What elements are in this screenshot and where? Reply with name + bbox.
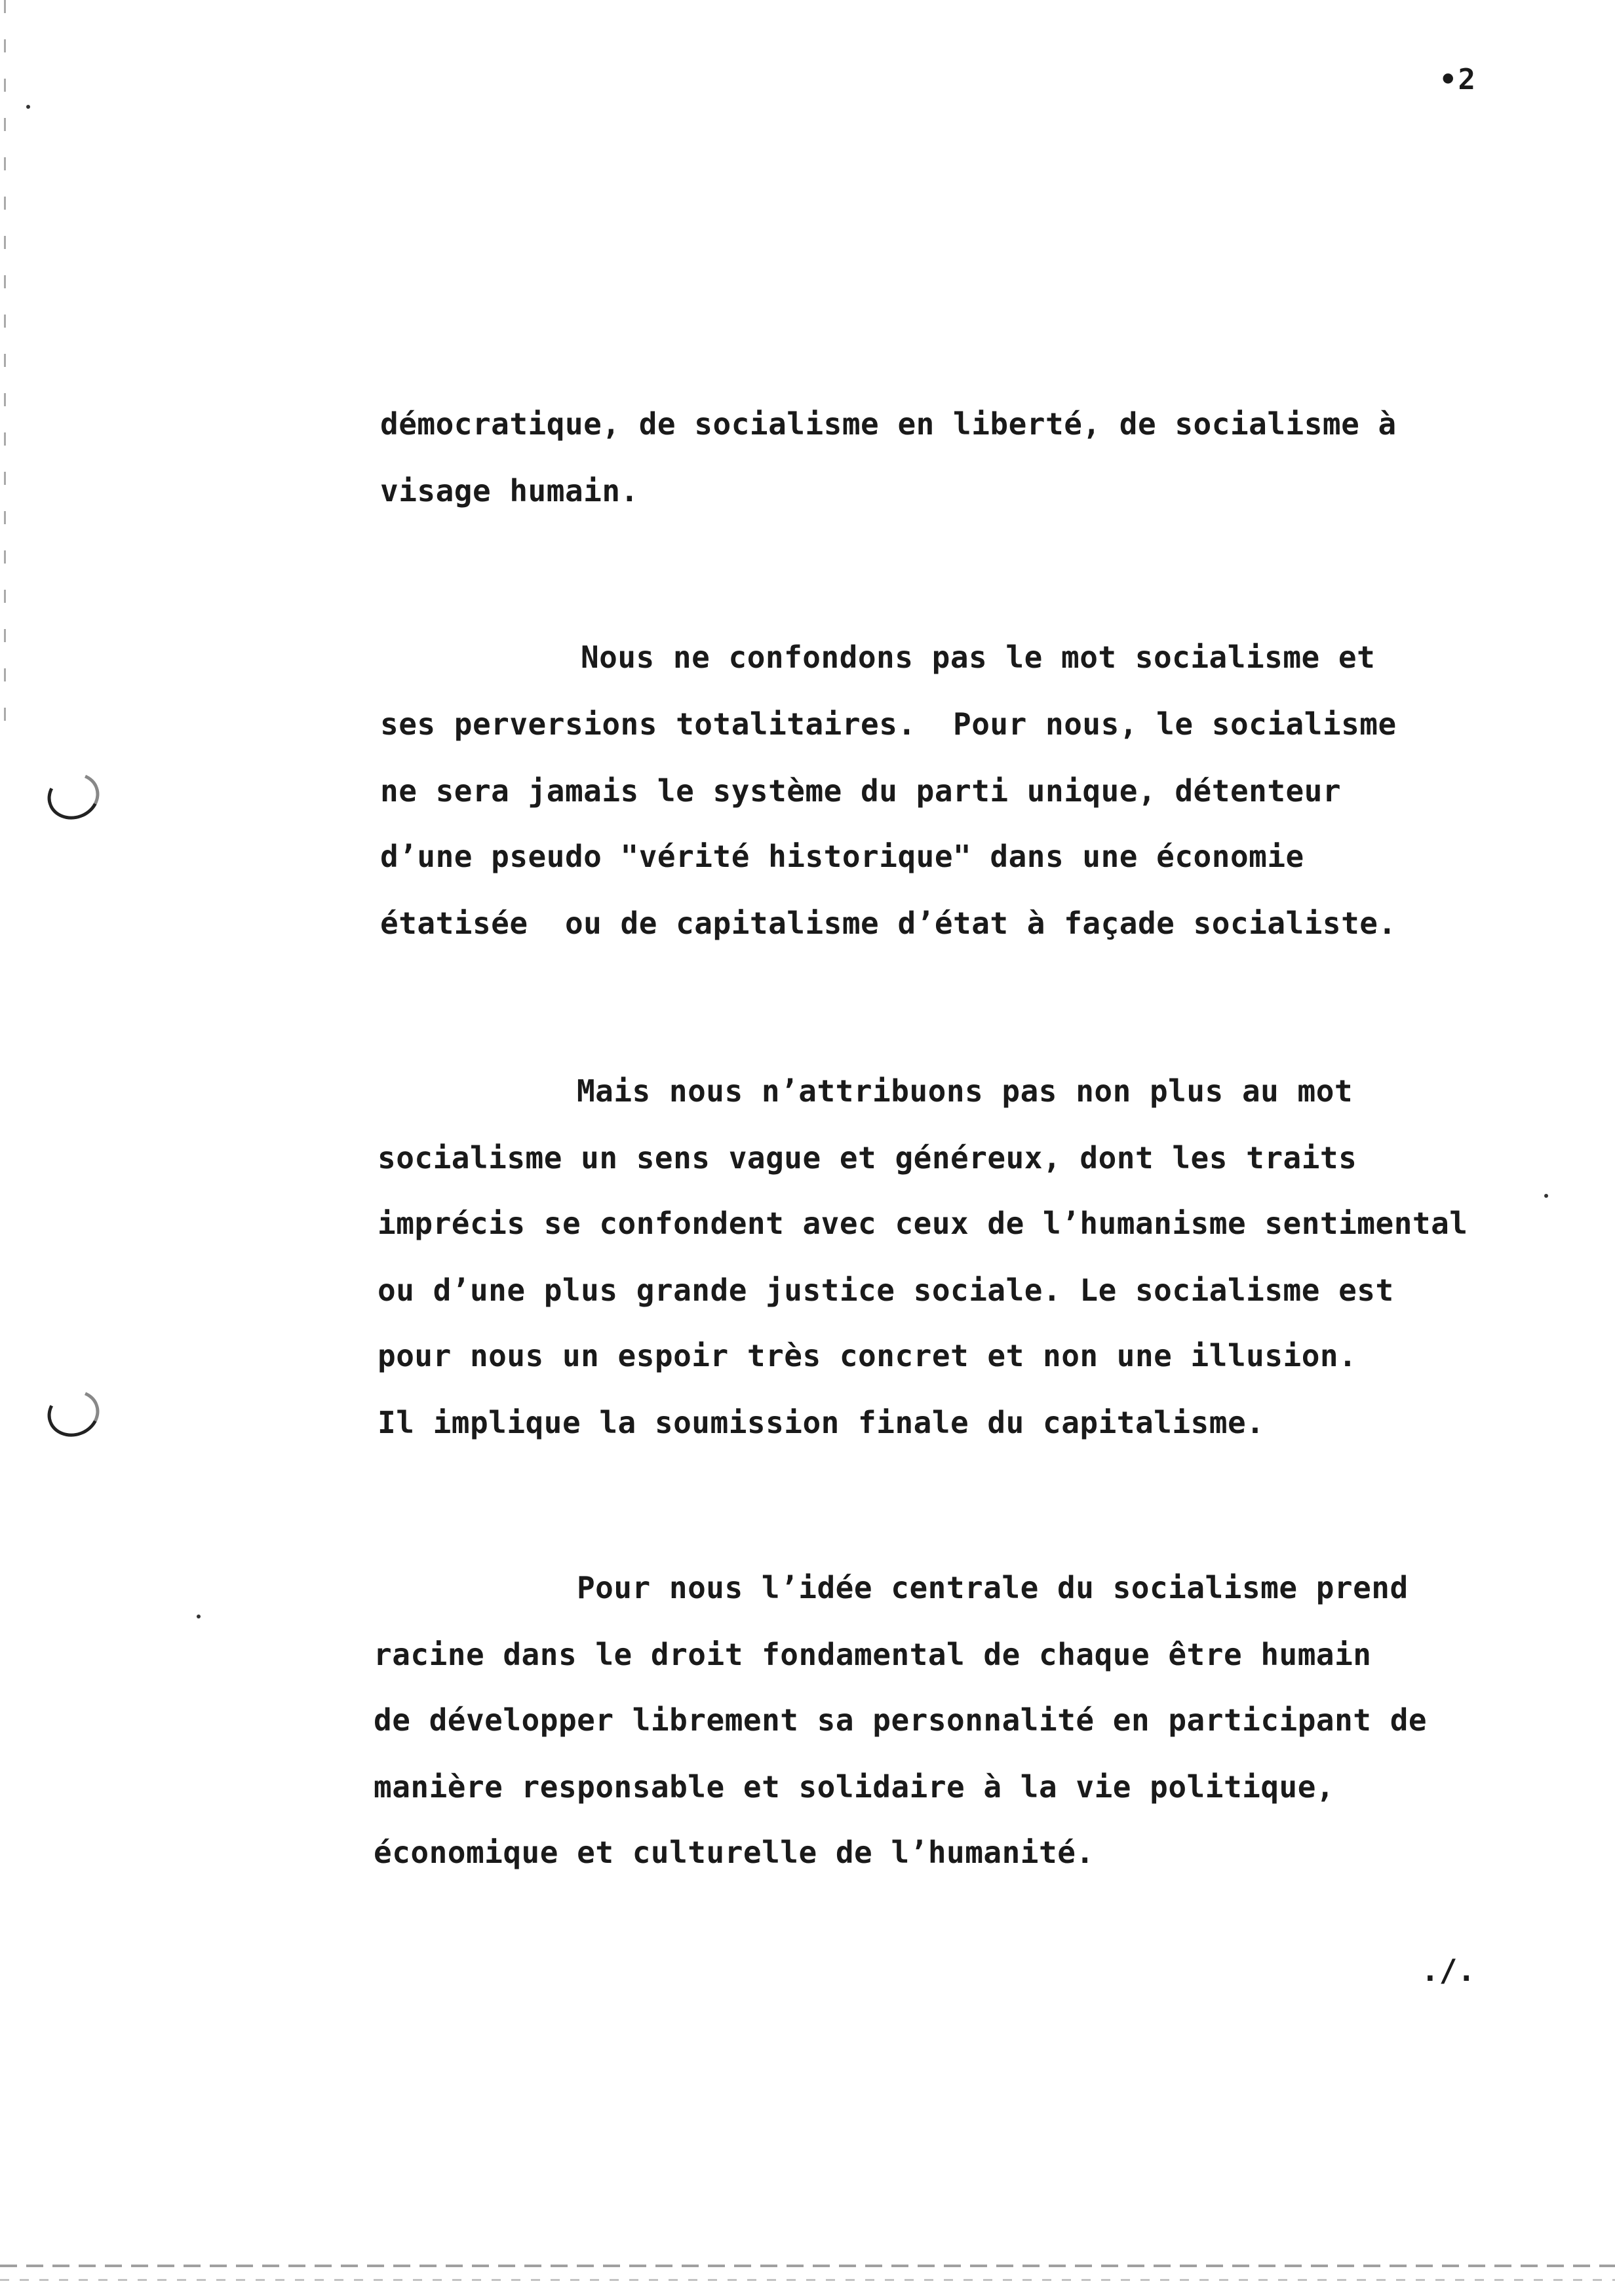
paragraph-3-line-2: socialisme un sens vague et généreux, dont les traits	[378, 1140, 1357, 1176]
paragraph-2-line-4: d’une pseudo "vérité historique" dans une économie	[380, 839, 1304, 874]
paragraph-2-line-5: étatisée ou de capitalisme d’état à façade socialiste.	[380, 906, 1397, 941]
punch-hole-icon	[41, 1383, 106, 1444]
paragraph-3-line-5: pour nous un espoir très concret et non une illusion.	[378, 1338, 1357, 1373]
paragraph-1-line-1: démocratique, de socialisme en liberté, de socialisme à	[380, 406, 1397, 442]
bottom-scan-edge	[0, 2265, 1615, 2267]
paragraph-4-line-5: économique et culturelle de l’humanité.	[374, 1835, 1095, 1870]
left-margin-rule	[4, 0, 6, 721]
paragraph-4-line-1: Pour nous l’idée centrale du socialisme prend	[392, 1570, 1409, 1605]
page-number: •2	[1439, 63, 1477, 96]
paragraph-3-line-6: Il implique la soumission finale du capitalisme.	[378, 1405, 1265, 1440]
paragraph-2-line-3: ne sera jamais le système du parti unique, détenteur	[380, 773, 1342, 809]
scan-speck	[1544, 1194, 1548, 1198]
paragraph-1-line-2: visage humain.	[380, 473, 639, 508]
paragraph-4-line-4: manière responsable et solidaire à la vie politique,	[374, 1769, 1335, 1805]
paragraph-2-line-2: ses perversions totalitaires. Pour nous, le socialisme	[380, 706, 1397, 742]
paragraph-3-line-1: Mais nous n’attribuons pas non plus au mot	[392, 1073, 1353, 1109]
bottom-scan-edge	[0, 2279, 1615, 2281]
paragraph-3-line-3: imprécis se confondent avec ceux de l’humanisme sentimental	[378, 1206, 1468, 1241]
paragraph-4-line-2: racine dans le droit fondamental de chaque être humain	[374, 1637, 1372, 1672]
continuation-mark: ./.	[1421, 1953, 1476, 1988]
paragraph-2-line-1: Nous ne confondons pas le mot socialisme et	[396, 640, 1376, 675]
scan-speck	[197, 1615, 201, 1618]
paragraph-3-line-4: ou d’une plus grande justice sociale. Le socialisme est	[378, 1272, 1394, 1308]
scan-speck	[26, 105, 30, 109]
punch-hole-icon	[41, 765, 106, 826]
paragraph-4-line-3: de développer librement sa personnalité en participant de	[374, 1702, 1428, 1738]
